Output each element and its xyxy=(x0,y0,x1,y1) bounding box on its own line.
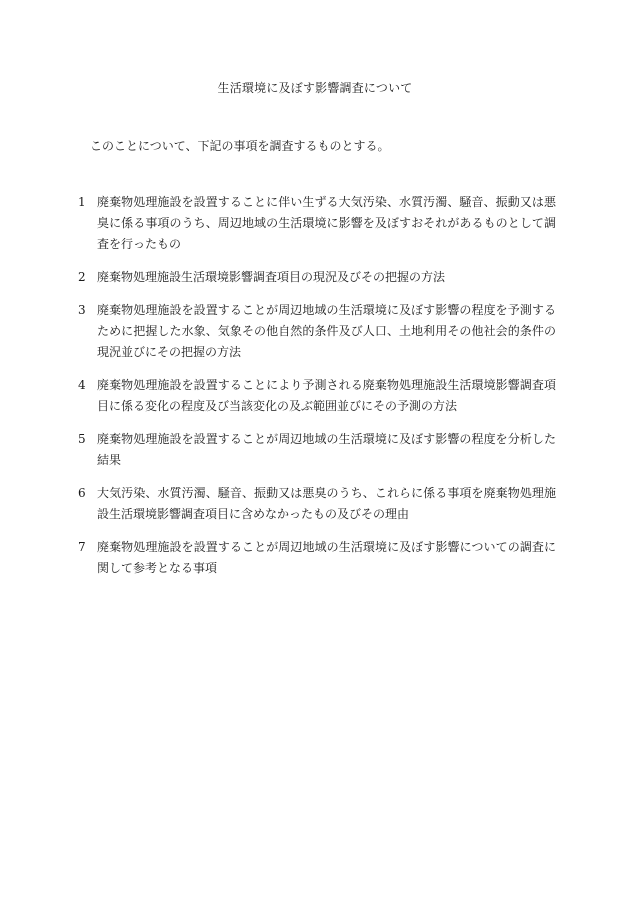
item-text: 廃棄物処理施設生活環境影響調査項目の現況及びその把握の方法 xyxy=(97,270,446,284)
item-text: 廃棄物処理施設を設置することが周辺地域の生活環境に及ぼす影響についての調査に関して参考となる事項 xyxy=(97,540,556,575)
item-number: 5 xyxy=(78,432,86,446)
intro-text: このことについて、下記の事項を調査するものとする。 xyxy=(90,139,390,153)
item-text: 廃棄物処理施設を設置することにより予測される廃棄物処理施設生活環境影響調査項目に係る変化の程度及び当該変化の及ぶ範囲並びにその予測の方法 xyxy=(97,378,556,413)
item-list xyxy=(78,192,556,591)
list-item xyxy=(78,300,556,363)
list-item xyxy=(78,483,556,525)
item-number: 3 xyxy=(78,303,86,317)
item-number: 6 xyxy=(78,486,86,500)
document-title: 生活環境に及ぼす影響調査について xyxy=(217,81,413,95)
item-text: 廃棄物処理施設を設置することが周辺地域の生活環境に及ぼす影響の程度を予測するために把握した水象、気象その他自然的条件及び人口、土地利用その他社会的条件の現況並びにその把握の方法 xyxy=(97,303,556,359)
list-item xyxy=(78,192,556,255)
list-item xyxy=(78,375,556,417)
item-number: 1 xyxy=(78,195,86,209)
list-item xyxy=(78,429,556,471)
item-number: 4 xyxy=(78,378,86,392)
item-text: 廃棄物処理施設を設置することが周辺地域の生活環境に及ぼす影響の程度を分析した結果 xyxy=(97,432,556,467)
item-text: 廃棄物処理施設を設置することに伴い生ずる大気汚染、水質汚濁、騒音、振動又は悪臭に係る事項のうち、周辺地域の生活環境に影響を及ぼすおそれがあるものとして調査を行ったもの xyxy=(97,195,556,251)
item-number: 2 xyxy=(78,270,86,284)
item-text: 大気汚染、水質汚濁、騒音、振動又は悪臭のうち、これらに係る事項を廃棄物処理施設生活環境影響調査項目に含めなかったもの及びその理由 xyxy=(97,486,556,521)
list-item xyxy=(78,267,556,288)
list-item xyxy=(78,537,556,579)
item-number: 7 xyxy=(78,540,86,554)
